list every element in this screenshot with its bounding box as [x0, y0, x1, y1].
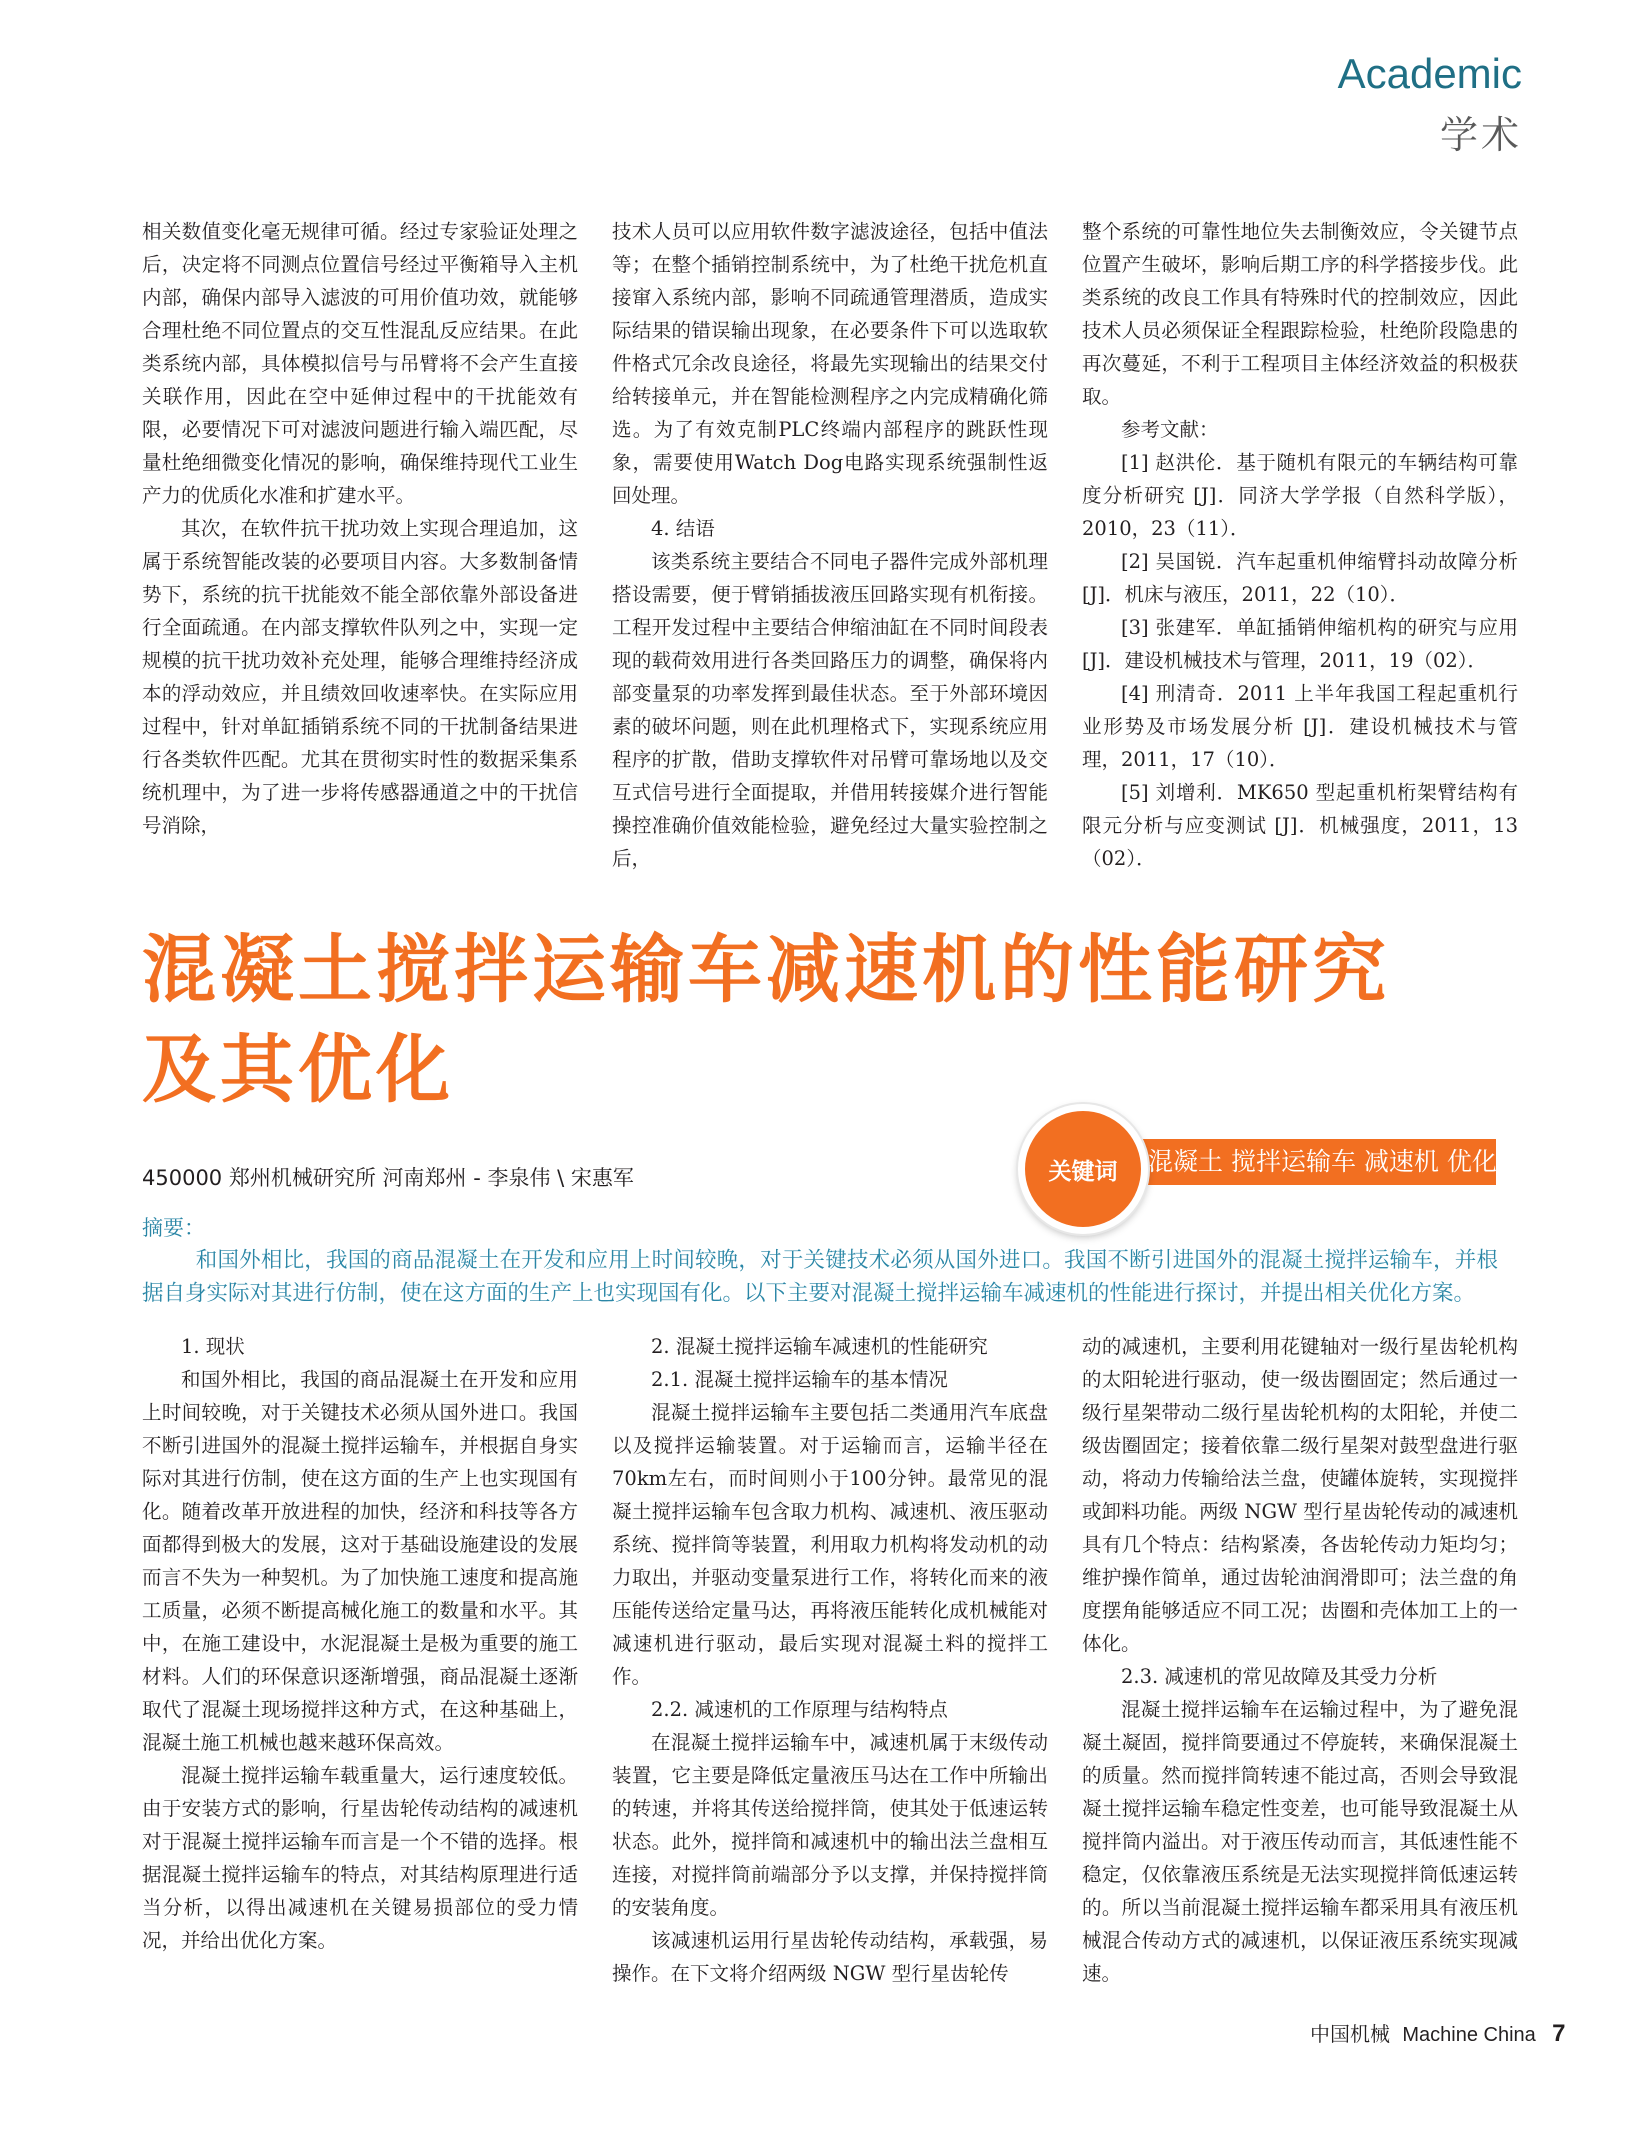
author-line: 450000 郑州机械研究所 河南郑州 - 李泉伟 \ 宋惠军 — [142, 1166, 634, 1190]
paragraph: 混凝土搅拌运输车主要包括二类通用汽车底盘以及搅拌运输装置。对于运输而言，运输半径在70km左右，而时间则小于100分钟。最常见的混凝土搅拌运输车包含取力机构、减速机、液压驱动系统、搅拌筒等装置，利用取力机构将发动机的动力取出，并驱动变量泵进行工作，将转化而来的液压能传送给定量马达，再将液压能转化成机械能对减速机进行驱动，最后实现对混凝土料的搅拌工作。 — [612, 1401, 1048, 1688]
keywords-label: 关键词 — [1048, 1159, 1118, 1185]
prev-article-column-2 — [612, 215, 1048, 875]
paragraph: 动的减速机，主要利用花键轴对一级行星齿轮机构的太阳轮进行驱动，使一级齿圈固定；然后通过一级行星架带动二级行星齿轮机构的太阳轮，并使二级齿圈固定；接着依靠二级行星架对鼓型盘进行驱动，将动力传输给法兰盘，使罐体旋转，实现搅拌或卸料功能。两级 NGW 型行星齿轮传动的减速机具有几个特点：结构紧凑，各齿轮传动力矩均匀；维护操作简单，通过齿轮油润滑即可；法兰盘的角度摆角能够适应不同工况；齿圈和壳体加工上的一体化。 — [1082, 1335, 1518, 1655]
reference-item: [3] 张建军．单缸插销伸缩机构的研究与应用 [J]．建设机械技术与管理，2011，19（02）． — [1082, 616, 1518, 672]
section-label-en: Academic — [1337, 50, 1522, 97]
paragraph: 整个系统的可靠性地位失去制衡效应，令关键节点位置产生破坏，影响后期工序的科学搭接步伐。此类系统的改良工作具有特殊时代的控制效应，因此技术人员必须保证全程跟踪检验，杜绝阶段隐患的再次蔓延，不利于工程项目主体经济效益的积极获取。 — [1082, 220, 1518, 408]
reference-item: [2] 吴国锐．汽车起重机伸缩臂抖动故障分析 [J]．机床与液压，2011，22（10）． — [1082, 550, 1518, 606]
section-heading: 4. 结语 — [651, 517, 715, 540]
page-number: 7 — [1552, 2020, 1566, 2047]
prev-article-column-1 — [142, 215, 578, 842]
section-heading: 1. 现状 — [181, 1335, 245, 1358]
article-column-3 — [1082, 1330, 1518, 1990]
paragraph: 和国外相比，我国的商品混凝土在开发和应用上时间较晚，对于关键技术必须从国外进口。我国不断引进国外的混凝土搅拌运输车，并根据自身实际对其进行仿制，使在这方面的生产上也实现国有化。随着改革开放进程的加快，经济和科技等各方面都得到极大的发展，这对于基础设施建设的发展而言不失为一种契机。为了加快施工速度和提高施工质量，必须不断提高械化施工的数量和水平。其中，在施工建设中，水泥混凝土是极为重要的施工材料。人们的环保意识逐渐增强，商品混凝土逐渐取代了混凝土现场搅拌这种方式，在这种基础上，混凝土施工机械也越来越环保高效。 — [142, 1368, 578, 1754]
journal-name-en: Machine China — [1402, 2024, 1536, 2046]
page-footer — [1310, 2018, 1566, 2048]
article-title — [142, 920, 1522, 1120]
subsection-heading: 2.2. 减速机的工作原理与结构特点 — [651, 1698, 948, 1721]
abstract-text: 和国外相比，我国的商品混凝土在开发和应用上时间较晚，对于关键技术必须从国外进口。我国不断引进国外的混凝土搅拌运输车，并根据自身实际对其进行仿制，使在这方面的生产上也实现国有化。以下主要对混凝土搅拌运输车减速机的性能进行探讨，并提出相关优化方案。 — [142, 1248, 1498, 1306]
section-label-zh: 学术 — [1439, 113, 1522, 157]
references-heading: 参考文献： — [1121, 418, 1219, 441]
reference-item: [5] 刘增利．MK650 型起重机桁架臂结构有限元分析与应变测试 [J]．机械强度，2011，13（02）． — [1082, 781, 1518, 870]
reference-item: [1] 赵洪伦．基于随机有限元的车辆结构可靠度分析研究 [J]．同济大学学报（自然科学版），2010，23（11）． — [1082, 451, 1518, 540]
subsection-heading: 2.3. 减速机的常见故障及其受力分析 — [1121, 1665, 1438, 1688]
article-column-2 — [612, 1330, 1048, 1990]
article-column-1 — [142, 1330, 578, 1957]
reference-item: [4] 刑清奇．2011 上半年我国工程起重机行业形势及市场发展分析 [J]．建设机械技术与管理，2011，17（10）． — [1082, 682, 1518, 771]
keywords-badge — [1018, 1104, 1148, 1234]
paragraph: 混凝土搅拌运输车载重量大，运行速度较低。由于安装方式的影响，行星齿轮传动结构的减速机对于混凝土搅拌运输车而言是一个不错的选择。根据混凝土搅拌运输车的特点，对其结构原理进行适当分析，以得出减速机在关键易损部位的受力情况，并给出优化方案。 — [142, 1764, 578, 1952]
paragraph: 该减速机运用行星齿轮传动结构，承载强，易操作。在下文将介绍两级 NGW 型行星齿轮传 — [612, 1929, 1048, 1985]
paragraph: 相关数值变化毫无规律可循。经过专家验证处理之后，决定将不同测点位置信号经过平衡箱导入主机内部，确保内部导入滤波的可用价值功效，就能够合理杜绝不同位置点的交互性混乱反应结果。在此类系统内部，具体模拟信号与吊臂将不会产生直接关联作用，因此在空中延伸过程中的干扰能效有限，必要情况下可对滤波问题进行输入端匹配，尽量杜绝细微变化情况的影响，确保维持现代工业生产力的优质化水准和扩建水平。 — [142, 220, 578, 507]
journal-name-zh: 中国机械 — [1310, 2022, 1390, 2046]
prev-article-column-3 — [1082, 215, 1518, 875]
paragraph: 该类系统主要结合不同电子器件完成外部机理搭设需要，便于臂销插拔液压回路实现有机衔接。工程开发过程中主要结合伸缩油缸在不同时间段表现的载荷效用进行各类回路压力的调整，确保将内部变量泵的功率发挥到最佳状态。至于外部环境因素的破坏问题，则在此机理格式下，实现系统应用程序的扩散，借助支撑软件对吊臂可靠场地以及交互式信号进行全面提取，并借用转接媒介进行智能操控准确价值效能检验，避免经过大量实验控制之后， — [612, 550, 1048, 870]
article-title-line-2: 及其优化 — [142, 1027, 454, 1113]
paragraph: 在混凝土搅拌运输车中，减速机属于末级传动装置，它主要是降低定量液压马达在工作中所输出的转速，并将其传送给搅拌筒，使其处于低速运转状态。此外，搅拌筒和减速机中的输出法兰盘相互连接，对搅拌筒前端部分予以支撑，并保持搅拌筒的安装角度。 — [612, 1731, 1048, 1919]
abstract-label: 摘要： — [142, 1216, 205, 1240]
paragraph: 混凝土搅拌运输车在运输过程中，为了避免混凝土凝固，搅拌筒要通过不停旋转，来确保混凝土的质量。然而搅拌筒转速不能过高，否则会导致混凝土搅拌运输车稳定性变差，也可能导致混凝土从搅拌筒内溢出。对于液压传动而言，其低速性能不稳定，仅依靠液压系统是无法实现搅拌筒低速运转的。所以当前混凝土搅拌运输车都采用具有液压机械混合传动方式的减速机，以保证液压系统实现减速。 — [1082, 1698, 1518, 1985]
subsection-heading: 2.1. 混凝土搅拌运输车的基本情况 — [651, 1368, 948, 1391]
paragraph: 技术人员可以应用软件数字滤波途径，包括中值法等；在整个插销控制系统中，为了杜绝干扰危机直接窜入系统内部，影响不同疏通管理潜质，造成实际结果的错误输出现象，在必要条件下可以选取软件格式冗余改良途径，将最先实现输出的结果交付给转接单元，并在智能检测程序之内完成精确化筛选。为了有效克制PLC终端内部程序的跳跃性现象，需要使用Watch Dog电路实现系统强制性返回处理。 — [612, 220, 1048, 507]
keywords-text: 混凝土 搅拌运输车 减速机 优化 — [1148, 1147, 1497, 1176]
article-title-line-1: 混凝土搅拌运输车减速机的性能研究 — [142, 927, 1390, 1013]
paragraph: 其次，在软件抗干扰功效上实现合理追加，这属于系统智能改装的必要项目内容。大多数制备情势下，系统的抗干扰能效不能全部依靠外部设备进行全面疏通。在内部支撑软件队列之中，实现一定规模的抗干扰功效补充处理，能够合理维持经济成本的浮动效应，并且绩效回收速率快。在实际应用过程中，针对单缸插销系统不同的干扰制备结果进行各类软件匹配。尤其在贯彻实时性的数据采集系统机理中，为了进一步将传感器通道之中的干扰信号消除， — [142, 517, 578, 837]
section-heading: 2. 混凝土搅拌运输车减速机的性能研究 — [651, 1335, 988, 1358]
